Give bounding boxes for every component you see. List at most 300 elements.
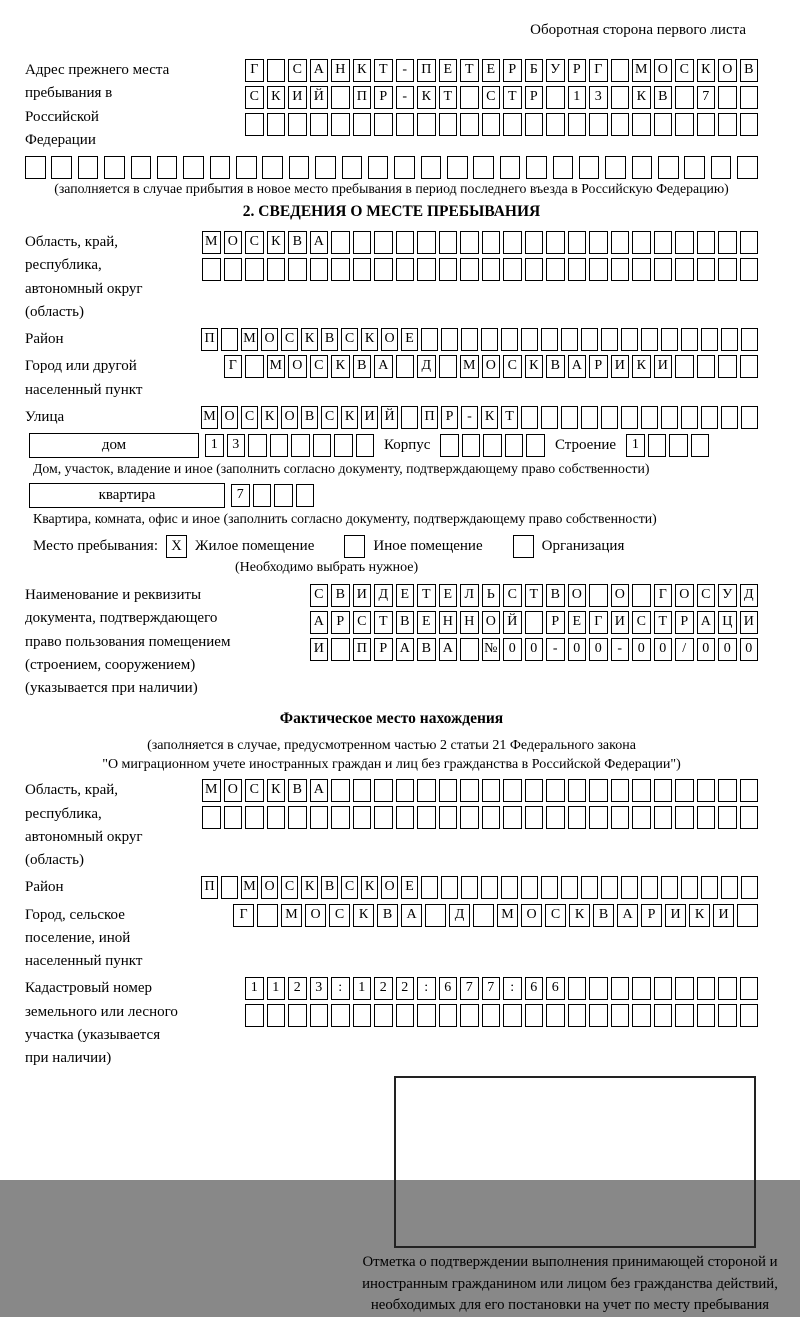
char-cell[interactable]: С bbox=[329, 904, 350, 927]
char-cell[interactable]: С bbox=[341, 876, 358, 899]
char-cell[interactable] bbox=[740, 1004, 759, 1027]
char-cell[interactable] bbox=[718, 86, 737, 109]
char-cell[interactable] bbox=[675, 231, 694, 254]
char-cell[interactable]: М bbox=[267, 355, 286, 378]
char-cell[interactable] bbox=[546, 113, 565, 136]
char-cell[interactable]: Н bbox=[331, 59, 350, 82]
char-cell[interactable]: Е bbox=[401, 328, 418, 351]
char-cell[interactable] bbox=[257, 904, 278, 927]
char-cell[interactable]: Р bbox=[546, 611, 565, 634]
char-cell[interactable] bbox=[396, 113, 415, 136]
char-cell[interactable] bbox=[51, 156, 72, 179]
char-cell[interactable]: 0 bbox=[503, 638, 522, 661]
char-cell[interactable] bbox=[274, 484, 293, 507]
char-cell[interactable]: Р bbox=[589, 355, 608, 378]
char-cell[interactable]: - bbox=[461, 406, 478, 429]
char-cell[interactable] bbox=[632, 156, 653, 179]
char-cell[interactable] bbox=[394, 156, 415, 179]
char-cell[interactable]: П bbox=[353, 86, 372, 109]
char-cell[interactable]: 1 bbox=[267, 977, 286, 1000]
char-cell[interactable] bbox=[441, 328, 458, 351]
char-cell[interactable] bbox=[396, 806, 415, 829]
char-cell[interactable] bbox=[525, 611, 544, 634]
char-cell[interactable]: А bbox=[310, 59, 329, 82]
char-cell[interactable] bbox=[396, 231, 415, 254]
char-cell[interactable] bbox=[589, 1004, 608, 1027]
char-cell[interactable] bbox=[740, 113, 759, 136]
char-cell[interactable]: 6 bbox=[525, 977, 544, 1000]
char-cell[interactable]: А bbox=[396, 638, 415, 661]
char-cell[interactable]: Р bbox=[374, 86, 393, 109]
char-cell[interactable]: 0 bbox=[697, 638, 716, 661]
char-cell[interactable] bbox=[525, 113, 544, 136]
char-cell[interactable] bbox=[661, 406, 678, 429]
char-cell[interactable] bbox=[396, 355, 415, 378]
checkbox-organization[interactable] bbox=[513, 535, 534, 558]
apartment-type-box[interactable]: квартира bbox=[29, 483, 225, 508]
char-cell[interactable] bbox=[579, 156, 600, 179]
char-cell[interactable]: М bbox=[497, 904, 518, 927]
char-cell[interactable] bbox=[669, 434, 688, 457]
char-cell[interactable]: И bbox=[353, 584, 372, 607]
char-cell[interactable]: П bbox=[201, 876, 218, 899]
char-cell[interactable] bbox=[737, 156, 758, 179]
char-cell[interactable]: Д bbox=[740, 584, 759, 607]
char-cell[interactable]: С bbox=[241, 406, 258, 429]
char-cell[interactable] bbox=[737, 904, 758, 927]
char-cell[interactable] bbox=[718, 113, 737, 136]
char-cell[interactable]: Ц bbox=[718, 611, 737, 634]
char-cell[interactable] bbox=[331, 258, 350, 281]
char-cell[interactable] bbox=[661, 328, 678, 351]
char-cell[interactable]: О bbox=[675, 584, 694, 607]
char-cell[interactable]: 1 bbox=[353, 977, 372, 1000]
char-cell[interactable]: Т bbox=[439, 86, 458, 109]
char-cell[interactable] bbox=[503, 779, 522, 802]
char-cell[interactable]: В bbox=[321, 876, 338, 899]
char-cell[interactable] bbox=[589, 258, 608, 281]
char-cell[interactable] bbox=[267, 1004, 286, 1027]
checkbox-residential[interactable]: X bbox=[166, 535, 187, 558]
char-cell[interactable]: К bbox=[632, 86, 651, 109]
char-cell[interactable] bbox=[526, 156, 547, 179]
char-cell[interactable] bbox=[374, 806, 393, 829]
char-cell[interactable]: Т bbox=[501, 406, 518, 429]
char-cell[interactable] bbox=[611, 977, 630, 1000]
char-cell[interactable]: К bbox=[267, 86, 286, 109]
char-cell[interactable] bbox=[546, 779, 565, 802]
char-cell[interactable] bbox=[503, 806, 522, 829]
char-cell[interactable] bbox=[740, 258, 759, 281]
char-cell[interactable] bbox=[684, 156, 705, 179]
char-cell[interactable] bbox=[331, 113, 350, 136]
char-cell[interactable] bbox=[561, 328, 578, 351]
char-cell[interactable] bbox=[224, 258, 243, 281]
char-cell[interactable] bbox=[421, 876, 438, 899]
char-cell[interactable]: Р bbox=[675, 611, 694, 634]
char-cell[interactable]: М bbox=[241, 328, 258, 351]
char-cell[interactable] bbox=[691, 434, 710, 457]
char-cell[interactable] bbox=[611, 86, 630, 109]
char-cell[interactable]: 1 bbox=[245, 977, 264, 1000]
char-cell[interactable] bbox=[462, 434, 481, 457]
char-cell[interactable] bbox=[721, 406, 738, 429]
char-cell[interactable]: М bbox=[201, 406, 218, 429]
char-cell[interactable]: С bbox=[503, 355, 522, 378]
char-cell[interactable] bbox=[331, 806, 350, 829]
char-cell[interactable] bbox=[482, 806, 501, 829]
char-cell[interactable] bbox=[701, 876, 718, 899]
char-cell[interactable] bbox=[503, 1004, 522, 1027]
char-cell[interactable]: Ь bbox=[482, 584, 501, 607]
char-cell[interactable] bbox=[331, 231, 350, 254]
char-cell[interactable] bbox=[245, 355, 264, 378]
char-cell[interactable]: Т bbox=[525, 584, 544, 607]
char-cell[interactable] bbox=[374, 1004, 393, 1027]
char-cell[interactable] bbox=[621, 328, 638, 351]
char-cell[interactable]: О bbox=[261, 876, 278, 899]
char-cell[interactable]: А bbox=[439, 638, 458, 661]
char-cell[interactable] bbox=[481, 328, 498, 351]
char-cell[interactable]: Т bbox=[503, 86, 522, 109]
char-cell[interactable] bbox=[353, 779, 372, 802]
char-cell[interactable] bbox=[632, 113, 651, 136]
char-cell[interactable] bbox=[503, 113, 522, 136]
char-cell[interactable] bbox=[374, 258, 393, 281]
char-cell[interactable]: - bbox=[611, 638, 630, 661]
char-cell[interactable] bbox=[611, 806, 630, 829]
char-cell[interactable]: П bbox=[421, 406, 438, 429]
char-cell[interactable]: О bbox=[482, 611, 501, 634]
char-cell[interactable] bbox=[183, 156, 204, 179]
char-cell[interactable] bbox=[253, 484, 272, 507]
char-cell[interactable] bbox=[221, 876, 238, 899]
char-cell[interactable] bbox=[632, 231, 651, 254]
char-cell[interactable] bbox=[503, 231, 522, 254]
char-cell[interactable]: О bbox=[288, 355, 307, 378]
char-cell[interactable] bbox=[546, 86, 565, 109]
char-cell[interactable]: К bbox=[697, 59, 716, 82]
char-cell[interactable] bbox=[526, 434, 545, 457]
char-cell[interactable] bbox=[681, 406, 698, 429]
char-cell[interactable]: Й bbox=[381, 406, 398, 429]
char-cell[interactable]: 3 bbox=[589, 86, 608, 109]
char-cell[interactable]: П bbox=[417, 59, 436, 82]
char-cell[interactable] bbox=[589, 779, 608, 802]
char-cell[interactable] bbox=[661, 876, 678, 899]
char-cell[interactable]: 2 bbox=[396, 977, 415, 1000]
char-cell[interactable] bbox=[353, 113, 372, 136]
char-cell[interactable]: 0 bbox=[525, 638, 544, 661]
char-cell[interactable] bbox=[262, 156, 283, 179]
char-cell[interactable]: М bbox=[460, 355, 479, 378]
char-cell[interactable]: 2 bbox=[374, 977, 393, 1000]
char-cell[interactable] bbox=[417, 231, 436, 254]
char-cell[interactable] bbox=[718, 258, 737, 281]
char-cell[interactable] bbox=[718, 231, 737, 254]
char-cell[interactable] bbox=[711, 156, 732, 179]
char-cell[interactable] bbox=[482, 779, 501, 802]
char-cell[interactable]: Е bbox=[417, 611, 436, 634]
char-cell[interactable] bbox=[288, 258, 307, 281]
char-cell[interactable] bbox=[353, 258, 372, 281]
char-cell[interactable] bbox=[525, 258, 544, 281]
char-cell[interactable]: А bbox=[401, 904, 422, 927]
char-cell[interactable] bbox=[621, 876, 638, 899]
char-cell[interactable] bbox=[310, 806, 329, 829]
char-cell[interactable] bbox=[632, 977, 651, 1000]
char-cell[interactable] bbox=[675, 113, 694, 136]
char-cell[interactable]: К bbox=[353, 59, 372, 82]
char-cell[interactable]: А bbox=[310, 611, 329, 634]
char-cell[interactable]: С bbox=[697, 584, 716, 607]
char-cell[interactable] bbox=[641, 406, 658, 429]
char-cell[interactable] bbox=[675, 977, 694, 1000]
char-cell[interactable]: М bbox=[241, 876, 258, 899]
char-cell[interactable] bbox=[681, 328, 698, 351]
char-cell[interactable]: Н bbox=[439, 611, 458, 634]
char-cell[interactable]: В bbox=[740, 59, 759, 82]
char-cell[interactable] bbox=[521, 876, 538, 899]
char-cell[interactable] bbox=[741, 406, 758, 429]
char-cell[interactable] bbox=[621, 406, 638, 429]
char-cell[interactable] bbox=[396, 779, 415, 802]
char-cell[interactable]: В bbox=[301, 406, 318, 429]
char-cell[interactable] bbox=[482, 1004, 501, 1027]
char-cell[interactable]: Р bbox=[331, 611, 350, 634]
char-cell[interactable] bbox=[482, 231, 501, 254]
char-cell[interactable]: Р bbox=[441, 406, 458, 429]
char-cell[interactable] bbox=[245, 113, 264, 136]
char-cell[interactable] bbox=[740, 86, 759, 109]
char-cell[interactable] bbox=[245, 1004, 264, 1027]
char-cell[interactable] bbox=[439, 355, 458, 378]
char-cell[interactable] bbox=[589, 584, 608, 607]
char-cell[interactable]: У bbox=[546, 59, 565, 82]
char-cell[interactable] bbox=[331, 638, 350, 661]
char-cell[interactable]: 2 bbox=[288, 977, 307, 1000]
char-cell[interactable]: К bbox=[331, 355, 350, 378]
char-cell[interactable]: 7 bbox=[231, 484, 250, 507]
char-cell[interactable] bbox=[401, 406, 418, 429]
char-cell[interactable] bbox=[697, 779, 716, 802]
checkbox-other-premises[interactable] bbox=[344, 535, 365, 558]
char-cell[interactable]: С bbox=[353, 611, 372, 634]
char-cell[interactable]: 3 bbox=[227, 434, 246, 457]
char-cell[interactable]: Л bbox=[460, 584, 479, 607]
char-cell[interactable] bbox=[78, 156, 99, 179]
char-cell[interactable] bbox=[342, 156, 363, 179]
char-cell[interactable] bbox=[721, 328, 738, 351]
char-cell[interactable] bbox=[546, 1004, 565, 1027]
char-cell[interactable]: В bbox=[546, 584, 565, 607]
char-cell[interactable]: В bbox=[417, 638, 436, 661]
char-cell[interactable]: О bbox=[568, 584, 587, 607]
char-cell[interactable] bbox=[331, 779, 350, 802]
char-cell[interactable]: А bbox=[374, 355, 393, 378]
char-cell[interactable]: И bbox=[611, 355, 630, 378]
char-cell[interactable]: А bbox=[697, 611, 716, 634]
char-cell[interactable] bbox=[681, 876, 698, 899]
char-cell[interactable] bbox=[541, 876, 558, 899]
char-cell[interactable]: М bbox=[281, 904, 302, 927]
char-cell[interactable] bbox=[310, 113, 329, 136]
char-cell[interactable] bbox=[675, 86, 694, 109]
char-cell[interactable]: И bbox=[713, 904, 734, 927]
char-cell[interactable] bbox=[721, 876, 738, 899]
char-cell[interactable] bbox=[440, 434, 459, 457]
char-cell[interactable]: В bbox=[377, 904, 398, 927]
char-cell[interactable]: Г bbox=[589, 611, 608, 634]
char-cell[interactable] bbox=[718, 355, 737, 378]
char-cell[interactable]: П bbox=[201, 328, 218, 351]
char-cell[interactable] bbox=[697, 258, 716, 281]
char-cell[interactable]: Е bbox=[396, 584, 415, 607]
char-cell[interactable] bbox=[581, 876, 598, 899]
char-cell[interactable] bbox=[718, 1004, 737, 1027]
char-cell[interactable] bbox=[641, 876, 658, 899]
char-cell[interactable]: В bbox=[654, 86, 673, 109]
char-cell[interactable]: Р bbox=[525, 86, 544, 109]
char-cell[interactable]: В bbox=[321, 328, 338, 351]
char-cell[interactable] bbox=[501, 328, 518, 351]
char-cell[interactable] bbox=[310, 258, 329, 281]
char-cell[interactable]: В bbox=[396, 611, 415, 634]
char-cell[interactable]: С bbox=[632, 611, 651, 634]
char-cell[interactable] bbox=[104, 156, 125, 179]
char-cell[interactable]: Б bbox=[525, 59, 544, 82]
char-cell[interactable]: - bbox=[546, 638, 565, 661]
char-cell[interactable] bbox=[315, 156, 336, 179]
char-cell[interactable] bbox=[654, 258, 673, 281]
char-cell[interactable]: К bbox=[417, 86, 436, 109]
char-cell[interactable] bbox=[718, 806, 737, 829]
char-cell[interactable] bbox=[581, 328, 598, 351]
char-cell[interactable]: Р bbox=[641, 904, 662, 927]
char-cell[interactable] bbox=[157, 156, 178, 179]
char-cell[interactable] bbox=[501, 876, 518, 899]
char-cell[interactable] bbox=[740, 355, 759, 378]
char-cell[interactable] bbox=[482, 113, 501, 136]
char-cell[interactable]: С bbox=[310, 355, 329, 378]
char-cell[interactable]: Г bbox=[224, 355, 243, 378]
char-cell[interactable]: И bbox=[361, 406, 378, 429]
char-cell[interactable]: И bbox=[611, 611, 630, 634]
char-cell[interactable]: Р bbox=[374, 638, 393, 661]
char-cell[interactable] bbox=[740, 977, 759, 1000]
char-cell[interactable] bbox=[589, 806, 608, 829]
char-cell[interactable] bbox=[718, 779, 737, 802]
char-cell[interactable] bbox=[611, 231, 630, 254]
char-cell[interactable] bbox=[632, 779, 651, 802]
char-cell[interactable] bbox=[417, 1004, 436, 1027]
char-cell[interactable]: М bbox=[202, 779, 221, 802]
char-cell[interactable] bbox=[353, 806, 372, 829]
char-cell[interactable]: : bbox=[417, 977, 436, 1000]
char-cell[interactable]: 6 bbox=[439, 977, 458, 1000]
char-cell[interactable]: Й bbox=[310, 86, 329, 109]
char-cell[interactable] bbox=[461, 328, 478, 351]
char-cell[interactable]: Д bbox=[417, 355, 436, 378]
char-cell[interactable]: П bbox=[353, 638, 372, 661]
char-cell[interactable] bbox=[601, 328, 618, 351]
char-cell[interactable]: С bbox=[545, 904, 566, 927]
char-cell[interactable] bbox=[568, 779, 587, 802]
char-cell[interactable] bbox=[601, 876, 618, 899]
char-cell[interactable]: С bbox=[281, 876, 298, 899]
char-cell[interactable]: С bbox=[245, 86, 264, 109]
char-cell[interactable]: - bbox=[396, 86, 415, 109]
char-cell[interactable]: И bbox=[740, 611, 759, 634]
char-cell[interactable]: К bbox=[361, 876, 378, 899]
char-cell[interactable]: К bbox=[632, 355, 651, 378]
char-cell[interactable] bbox=[654, 806, 673, 829]
char-cell[interactable]: Т bbox=[460, 59, 479, 82]
char-cell[interactable]: К bbox=[341, 406, 358, 429]
char-cell[interactable] bbox=[396, 1004, 415, 1027]
char-cell[interactable]: Г bbox=[233, 904, 254, 927]
char-cell[interactable] bbox=[589, 113, 608, 136]
char-cell[interactable]: М bbox=[202, 231, 221, 254]
char-cell[interactable]: М bbox=[632, 59, 651, 82]
char-cell[interactable] bbox=[697, 977, 716, 1000]
char-cell[interactable] bbox=[270, 434, 289, 457]
char-cell[interactable]: Е bbox=[482, 59, 501, 82]
char-cell[interactable] bbox=[648, 434, 667, 457]
char-cell[interactable]: О bbox=[224, 779, 243, 802]
char-cell[interactable] bbox=[473, 156, 494, 179]
char-cell[interactable] bbox=[417, 113, 436, 136]
char-cell[interactable] bbox=[541, 328, 558, 351]
char-cell[interactable] bbox=[483, 434, 502, 457]
char-cell[interactable] bbox=[245, 806, 264, 829]
char-cell[interactable]: К bbox=[689, 904, 710, 927]
char-cell[interactable]: С bbox=[310, 584, 329, 607]
char-cell[interactable] bbox=[396, 258, 415, 281]
char-cell[interactable] bbox=[568, 258, 587, 281]
char-cell[interactable]: 7 bbox=[697, 86, 716, 109]
char-cell[interactable]: И bbox=[665, 904, 686, 927]
char-cell[interactable] bbox=[439, 779, 458, 802]
char-cell[interactable] bbox=[632, 1004, 651, 1027]
char-cell[interactable]: О bbox=[261, 328, 278, 351]
char-cell[interactable] bbox=[353, 1004, 372, 1027]
char-cell[interactable] bbox=[460, 1004, 479, 1027]
char-cell[interactable] bbox=[421, 328, 438, 351]
char-cell[interactable] bbox=[632, 806, 651, 829]
char-cell[interactable]: 0 bbox=[568, 638, 587, 661]
char-cell[interactable] bbox=[267, 258, 286, 281]
char-cell[interactable]: 7 bbox=[460, 977, 479, 1000]
char-cell[interactable] bbox=[288, 806, 307, 829]
char-cell[interactable]: С bbox=[321, 406, 338, 429]
char-cell[interactable] bbox=[561, 406, 578, 429]
char-cell[interactable] bbox=[439, 113, 458, 136]
char-cell[interactable] bbox=[589, 977, 608, 1000]
char-cell[interactable] bbox=[289, 156, 310, 179]
char-cell[interactable] bbox=[417, 258, 436, 281]
char-cell[interactable]: Н bbox=[460, 611, 479, 634]
char-cell[interactable]: О bbox=[718, 59, 737, 82]
char-cell[interactable] bbox=[460, 258, 479, 281]
char-cell[interactable]: К bbox=[525, 355, 544, 378]
char-cell[interactable]: 6 bbox=[546, 977, 565, 1000]
char-cell[interactable] bbox=[675, 258, 694, 281]
char-cell[interactable]: О bbox=[611, 584, 630, 607]
char-cell[interactable]: К bbox=[261, 406, 278, 429]
char-cell[interactable]: 0 bbox=[740, 638, 759, 661]
char-cell[interactable] bbox=[611, 59, 630, 82]
